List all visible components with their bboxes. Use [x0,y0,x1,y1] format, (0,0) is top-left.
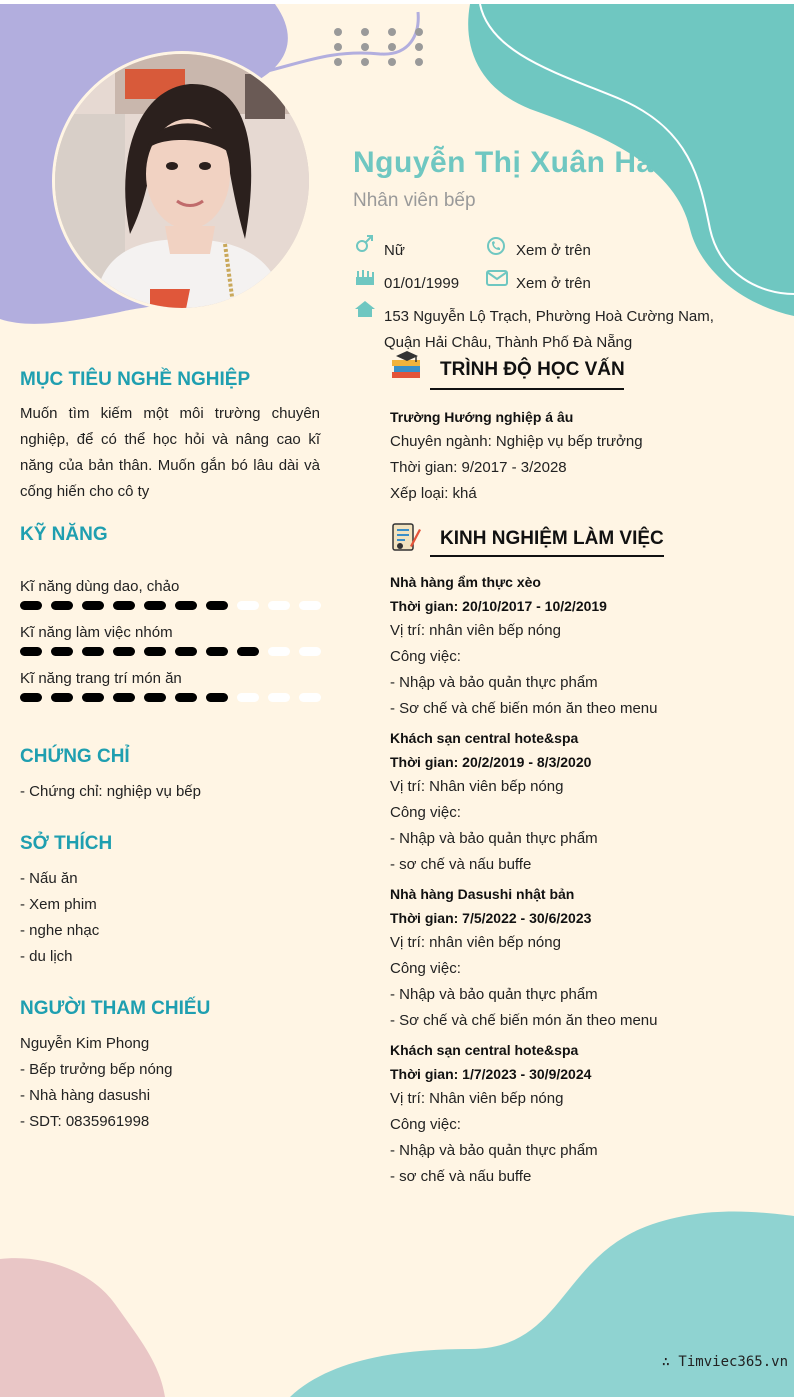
job-time: Thời gian: 20/10/2017 - 10/2/2019 [390,598,607,614]
skill-dot-filled [20,647,42,656]
birthday-value: 01/01/1999 [384,275,460,292]
skill-dot-filled [20,601,42,610]
hobby-item: - du lịch [20,948,73,965]
skill-dot-filled [144,601,166,610]
education-major: Chuyên ngành: Nghiệp vụ bếp trưởng [390,433,643,450]
skill-dot-filled [175,647,197,656]
job-company: Khách sạn central hote&spa [390,730,579,746]
reference-item: - Nhà hàng dasushi [20,1087,151,1104]
job-task: - sơ chế và nấu buffe [390,856,532,873]
school-name: Trường Hướng nghiệp á âu [390,409,574,425]
job-company: Khách sạn central hote&spa [390,1042,579,1058]
skill-dot-filled [82,693,104,702]
skill-dot-empty [268,601,290,610]
skill-dot-empty [237,601,259,610]
education-grade: Xếp loại: khá [390,485,477,502]
phone-value: Xem ở trên [516,242,591,259]
hobby-item: - nghe nhạc [20,922,100,939]
footer-brand[interactable]: ∴ Timviec365.vn [661,1354,788,1370]
experience-clipboard-icon [390,520,422,552]
skill-dot-empty [299,601,321,610]
references-list [20,1031,320,1135]
email-value: Xem ở trên [516,275,591,292]
skill-dot-filled [82,601,104,610]
hobbies-list [20,866,320,970]
job-task: - Nhập và bảo quản thực phẩm [390,1142,598,1159]
job-entry [390,1038,780,1190]
education-books-icon [390,350,422,382]
skill-dot-empty [268,647,290,656]
skill-dot-filled [175,693,197,702]
portrait-illustration [55,54,312,311]
skill-row [20,624,320,657]
education-heading: TRÌNH ĐỘ HỌC VẤN [440,359,625,380]
skill-rating [20,601,320,611]
job-entry [390,570,780,722]
job-task: - Sơ chế và chế biến món ăn theo menu [390,1012,658,1029]
skill-dot-filled [237,647,259,656]
phone-icon [486,236,506,256]
job-title: Nhân viên bếp [353,190,476,211]
address-line-1: 153 Nguyễn Lộ Trạch, Phường Hoà Cường Nam, [384,308,714,325]
skill-dot-filled [20,693,42,702]
skill-dot-filled [144,693,166,702]
objective-heading: MỤC TIÊU NGHỀ NGHIỆP [20,369,251,390]
job-role: Vị trí: Nhân viên bếp nóng [390,778,564,795]
gender-icon [354,234,374,254]
job-work-label: Công việc: [390,648,461,665]
hobby-item: - Xem phim [20,896,97,913]
skill-row [20,578,320,611]
skill-dot-filled [51,601,73,610]
job-time: Thời gian: 7/5/2022 - 30/6/2023 [390,910,592,926]
avatar-photo [52,51,312,311]
experience-heading: KINH NGHIỆM LÀM VIỆC [440,528,664,549]
job-entry [390,882,780,1034]
skill-dot-filled [175,601,197,610]
reference-item: - SDT: 0835961998 [20,1113,150,1130]
skill-rating [20,647,320,657]
skills-heading: KỸ NĂNG [20,524,108,545]
certificates-list [20,779,320,805]
gender-value: Nữ [384,242,405,259]
skill-dot-filled [51,647,73,656]
job-task: - Nhập và bảo quản thực phẩm [390,674,598,691]
skill-dot-empty [299,693,321,702]
job-task: - Sơ chế và chế biến món ăn theo menu [390,700,658,717]
references-heading: NGƯỜI THAM CHIẾU [20,998,211,1019]
footer-brand-text[interactable]: Timviec365.vn [678,1354,788,1370]
skill-dot-empty [268,693,290,702]
job-time: Thời gian: 20/2/2019 - 8/3/2020 [390,754,592,770]
skill-dot-filled [206,601,228,610]
job-work-label: Công việc: [390,804,461,821]
job-work-label: Công việc: [390,1116,461,1133]
skill-label: Kĩ năng trang trí món ăn [20,670,182,687]
job-role: Vị trí: nhân viên bếp nóng [390,622,561,639]
experience-list [390,570,780,1194]
education-underline [430,388,624,390]
certificate-item: - Chứng chỉ: nghiệp vụ bếp [20,783,201,800]
job-task: - Nhập và bảo quản thực phẩm [390,986,598,1003]
home-icon [354,300,376,318]
job-entry [390,726,780,878]
skill-dot-filled [113,647,135,656]
skill-dot-empty [237,693,259,702]
skill-dot-filled [113,693,135,702]
objective-text: Muốn tìm kiếm một môi trường chuyên nghiệp, để có thể học hỏi và nâng cao kĩ năng của bản thân. Muốn gắn bó lâu dài và cống hiến cho cô ty [20,405,320,500]
candidate-name: Nguyễn Thị Xuân Hà [353,146,654,179]
email-icon [486,270,508,286]
skill-dot-filled [144,647,166,656]
job-role: Vị trí: nhân viên bếp nóng [390,934,561,951]
job-task: - sơ chế và nấu buffe [390,1168,532,1185]
job-company: Nhà hàng ẩm thực xèo [390,574,541,590]
skill-label: Kĩ năng dùng dao, chảo [20,578,180,595]
cv-page [0,4,794,1397]
birthday-cake-icon [354,267,376,287]
reference-item: - Bếp trưởng bếp nóng [20,1061,173,1078]
certificates-heading: CHỨNG CHỈ [20,746,130,767]
education-details [390,405,780,507]
education-time: Thời gian: 9/2017 - 3/2028 [390,459,567,476]
skill-dot-filled [206,647,228,656]
skill-label: Kĩ năng làm việc nhóm [20,624,173,641]
experience-underline [430,555,664,557]
reference-item: Nguyễn Kim Phong [20,1035,150,1052]
address-line-2: Quận Hải Châu, Thành Phố Đà Nẵng [384,334,633,351]
skill-row [20,670,320,703]
skill-dot-filled [51,693,73,702]
skill-dot-filled [206,693,228,702]
skill-dot-empty [299,647,321,656]
job-time: Thời gian: 1/7/2023 - 30/9/2024 [390,1066,592,1082]
skill-dot-filled [82,647,104,656]
skill-dot-filled [113,601,135,610]
hobbies-heading: SỞ THÍCH [20,833,113,854]
hobby-item: - Nấu ăn [20,870,78,887]
job-work-label: Công việc: [390,960,461,977]
job-role: Vị trí: Nhân viên bếp nóng [390,1090,564,1107]
job-company: Nhà hàng Dasushi nhật bản [390,886,575,902]
skill-rating [20,693,320,703]
job-task: - Nhập và bảo quản thực phẩm [390,830,598,847]
